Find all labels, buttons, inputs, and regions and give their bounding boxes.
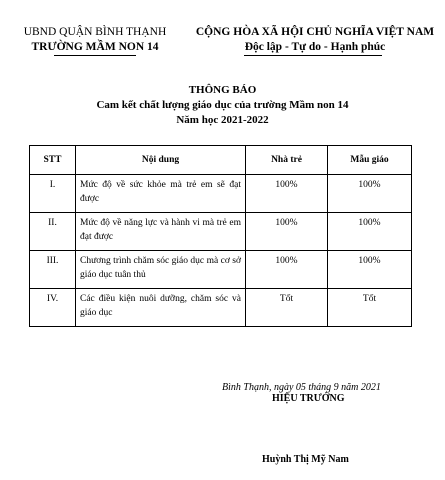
signature-date: Bình Thạnh, ngày 05 tháng 9 năm 2021 bbox=[222, 382, 381, 393]
school-name: TRƯỜNG MẦM NON 14 bbox=[31, 41, 159, 53]
document-subtitle: Cam kết chất lượng giáo dục của trường Mầm non 14 bbox=[96, 99, 349, 111]
row-stt: I. bbox=[30, 175, 76, 213]
table-header-row bbox=[30, 146, 412, 175]
header-mau-giao: Mẫu giáo bbox=[328, 146, 412, 175]
row-content: Mức độ về sức khỏe mà trẻ em sẽ đạt được bbox=[76, 175, 246, 213]
table-row bbox=[30, 251, 412, 289]
row-mau-giao: 100% bbox=[328, 213, 412, 251]
national-motto: Độc lập - Tự do - Hạnh phúc bbox=[244, 41, 386, 53]
row-mau-giao: Tốt bbox=[328, 289, 412, 327]
school-year: Năm học 2021-2022 bbox=[176, 114, 269, 126]
row-content: Các điều kiện nuôi dưỡng, chăm sóc và giáo dục bbox=[76, 289, 246, 327]
row-stt: III. bbox=[30, 251, 76, 289]
row-content: Chương trình chăm sóc giáo dục mà cơ sở giáo dục tuân thủ bbox=[76, 251, 246, 289]
commitment-table bbox=[29, 145, 412, 327]
header-content: Nội dung bbox=[76, 146, 246, 175]
national-title: CỘNG HÒA XÃ HỘI CHỦ NGHĨA VIỆT NAM bbox=[195, 26, 435, 38]
row-mau-giao: 100% bbox=[328, 251, 412, 289]
row-mau-giao: 100% bbox=[328, 175, 412, 213]
row-nha-tre: Tốt bbox=[246, 289, 328, 327]
row-nha-tre: 100% bbox=[246, 175, 328, 213]
school-name-underline bbox=[54, 55, 136, 56]
row-stt: IV. bbox=[30, 289, 76, 327]
row-stt: II. bbox=[30, 213, 76, 251]
signature-name: Huỳnh Thị Mỹ Nam bbox=[262, 454, 349, 465]
row-content: Mức độ về năng lực và hành vi mà trẻ em đạt được bbox=[76, 213, 246, 251]
org-parent-name: UBND QUẬN BÌNH THẠNH bbox=[23, 26, 167, 38]
table-row bbox=[30, 175, 412, 213]
national-motto-underline bbox=[244, 55, 382, 56]
header-nha-tre: Nhà trẻ bbox=[246, 146, 328, 175]
row-nha-tre: 100% bbox=[246, 251, 328, 289]
table-row bbox=[30, 289, 412, 327]
signature-role: HIỆU TRƯỞNG bbox=[272, 393, 345, 404]
table-row bbox=[30, 213, 412, 251]
header-stt: STT bbox=[30, 146, 76, 175]
row-nha-tre: 100% bbox=[246, 213, 328, 251]
document-title: THÔNG BÁO bbox=[188, 84, 257, 96]
